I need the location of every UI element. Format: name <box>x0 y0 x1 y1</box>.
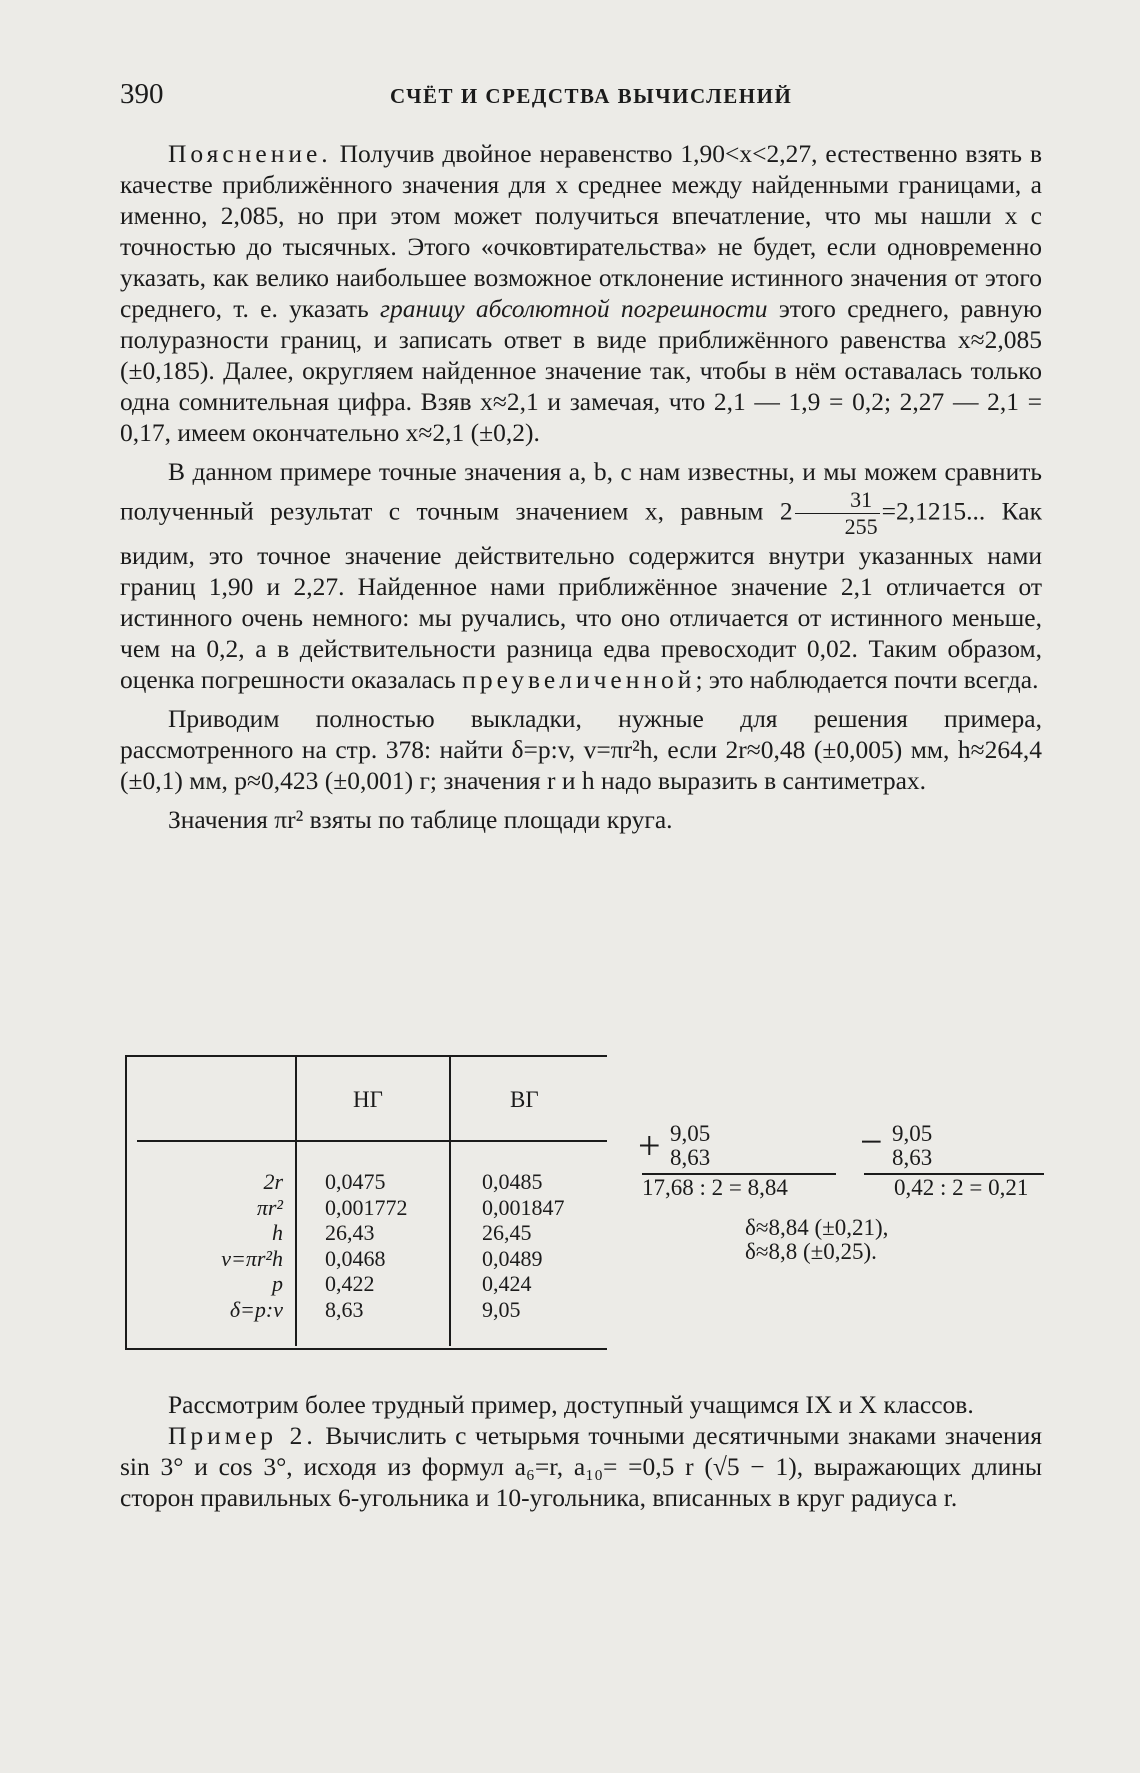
table-row-label: πr² <box>256 1194 283 1220</box>
following-text <box>120 1389 1042 1513</box>
main-text <box>120 138 1042 835</box>
sum-calculation <box>638 1122 838 1212</box>
minus-sign: − <box>860 1119 883 1164</box>
paragraph-comparison <box>120 456 1042 695</box>
table-row-label: h <box>272 1220 283 1245</box>
page-number: 390 <box>120 78 164 110</box>
comparison-text-a: В данном примере точные значения a, b, c нам известны, и мы можем сравнить полученный результат с точным значением x, равным 2 <box>120 457 1042 526</box>
sum-bottom: 8,63 <box>670 1145 711 1170</box>
comparison-text-b: =2,1215... Как видим, это точное значение действительно содержится внутри указанных нами границ 1,90 и 2,27. Найденное нами приближённое значение 2,1 отличается от истинного очень немного: мы ручались, что оно отличается от истинного меньше, чем на 0,2, а в действительности разница едва превосходит 0,02. Таким образом, оценка погрешности оказалась <box>120 496 1042 694</box>
table-header-rule <box>137 1140 607 1142</box>
sum-result: 17,68 : 2 = 8,84 <box>642 1175 788 1200</box>
table-ng-column <box>325 1169 408 1322</box>
header-lower-bound: НГ <box>353 1087 383 1112</box>
table-row-label: δ=p:v <box>229 1296 283 1322</box>
table-cell: 0,0489 <box>482 1245 543 1271</box>
sum-top: 9,05 <box>670 1121 711 1146</box>
table-labels-column <box>127 1169 283 1322</box>
fraction-denominator: 255 <box>844 514 878 539</box>
table-cell: 26,45 <box>482 1220 532 1245</box>
explanation-text-b: этого среднего, равную полуразности границ, и записать ответ в виде приближённого равенства x≈2,085 (±0,185). Далее, округляем найденное значение так, чтобы в нём оставалась только одна сомнительная цифра. Взяв x≈2,1 и замечая, что 2,1 — 1,9 = 0,2; 2,27 — 2,1 = 0,17, имеем окончательно x≈2,1 (±0,2). <box>120 294 1042 447</box>
running-head: СЧЁТ И СРЕДСТВА ВЫЧИСЛЕНИЙ <box>390 84 793 108</box>
example-2-text: Вычислить с четырьмя точными десятичными знаками значения sin 3° и cos 3°, исходя из формул a₆=r, a₁₀= =0,5 r (√5 − 1), выражающих длины сторон правильных 6-угольника и 10-угольника, вписанных в круг радиуса r. <box>120 1421 1042 1512</box>
table-cell: 0,001847 <box>482 1194 565 1220</box>
fraction-numerator: 31 <box>795 487 880 514</box>
table-cell: 0,0475 <box>325 1169 386 1194</box>
difference-calculation <box>860 1119 1045 1212</box>
table-cell: 8,63 <box>325 1296 364 1322</box>
table-divider <box>449 1057 451 1346</box>
explanation-lead: Пояснение. <box>168 139 332 168</box>
table-row-label: v=πr²h <box>221 1245 283 1271</box>
result-line: δ≈8,84 (±0,21), <box>745 1215 889 1240</box>
table-cell: 0,0468 <box>325 1245 386 1271</box>
table-cell: 0,001772 <box>325 1194 408 1220</box>
explanation-text-a: Получив двойное неравенство 1,90<x<2,27, естественно взять в качестве приближённого значения для x среднее между найденными границами, а именно, 2,085, но при этом может получиться впечатление, что мы нашли x с точностью до тысячных. Этого «очковтирательства» не будет, если одновременно указать, как велико наибольшее возможное отклонение истинного значения от этого среднего, т. е. указать <box>120 139 1042 323</box>
explanation-italic: границу абсолютной погрешности <box>380 294 768 323</box>
diff-result: 0,42 : 2 = 0,21 <box>894 1175 1029 1200</box>
table-cell: 0,424 <box>482 1271 532 1296</box>
table-cell: 9,05 <box>482 1296 521 1322</box>
bounds-table <box>125 1055 607 1350</box>
paragraph-harder-example: Рассмотрим более трудный пример, доступный учащимся IX и X классов. <box>168 1390 974 1419</box>
diff-bottom: 8,63 <box>892 1145 933 1170</box>
header-upper-bound: ВГ <box>510 1087 539 1112</box>
diff-top: 9,05 <box>892 1121 933 1146</box>
comparison-text-c: ; это наблюдается почти всегда. <box>695 665 1039 694</box>
plus-sign: + <box>638 1123 661 1168</box>
table-vg-column <box>482 1169 565 1322</box>
table-row-label: p <box>272 1271 283 1296</box>
table-divider <box>295 1057 297 1346</box>
table-cell: 0,422 <box>325 1271 375 1296</box>
table-cell: 26,43 <box>325 1220 375 1245</box>
paragraph-example-2 <box>120 1420 1042 1513</box>
result-line: δ≈8,8 (±0,25). <box>745 1239 877 1264</box>
paragraph-calculations: Приводим полностью выкладки, нужные для решения примера, рассмотренного на стр. 378: найти δ=p:v, v=πr²h, если 2r≈0,48 (±0,005) мм, h≈264,4 (±0,1) мм, p≈0,423 (±0,001) г; значения r и h надо выразить в сантиметрах. <box>120 704 1042 795</box>
fraction <box>795 487 880 540</box>
paragraph-table-note: Значения πr² взяты по таблице площади круга. <box>168 805 673 834</box>
example-2-lead: Пример 2. <box>168 1421 317 1450</box>
page-header <box>120 78 1040 118</box>
final-results <box>745 1216 1005 1268</box>
paragraph-explanation <box>120 138 1042 448</box>
table-row-label: 2r <box>263 1169 283 1194</box>
table-cell: 0,0485 <box>482 1169 543 1194</box>
comparison-spaced: преувеличенной <box>462 665 696 694</box>
